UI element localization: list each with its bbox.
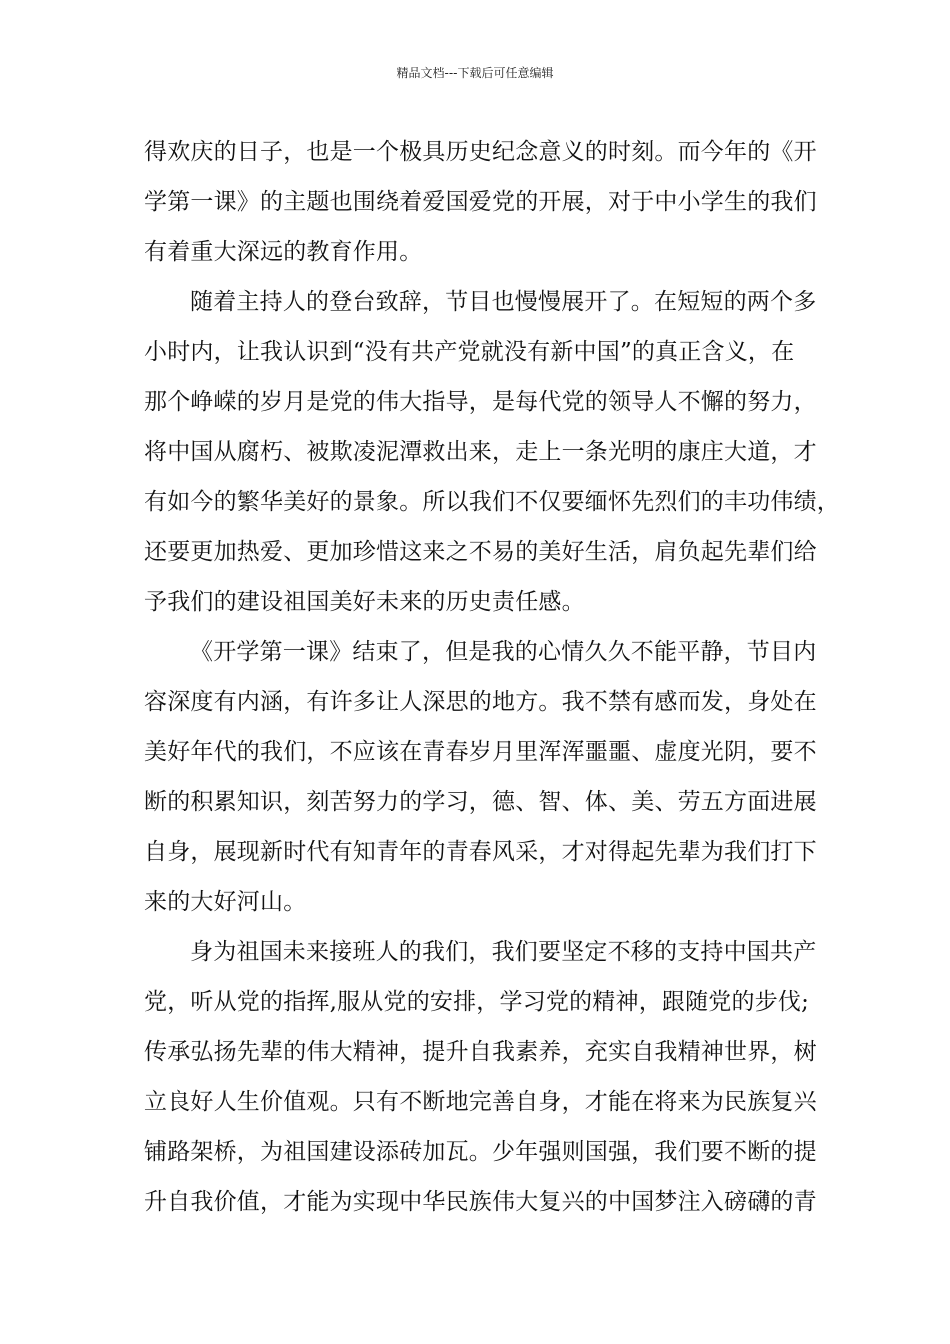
- paragraph-2: [144, 277, 840, 627]
- paragraph-line: 得欢庆的日子，也是一个极具历史纪念意义的时刻。而今年的《开: [144, 139, 817, 165]
- paragraph-line: 美好年代的我们，不应该在青春岁月里浑浑噩噩、虚度光阴，要不: [144, 739, 817, 765]
- paragraph-line: 来的大好河山。: [144, 889, 307, 915]
- paragraph-3: [144, 627, 824, 927]
- paragraph-line: 还要更加热爱、更加珍惜这来之不易的美好生活，肩负起先辈们给: [144, 539, 817, 565]
- paragraph-line: 自身，展现新时代有知青年的青春风采，才对得起先辈为我们打下: [144, 839, 817, 865]
- paragraph-line: 小时内，让我认识到“没有共产党就没有新中国”的真正含义，在: [144, 339, 795, 365]
- paragraph-1: [144, 127, 824, 277]
- paragraph-4: [144, 927, 824, 1227]
- paragraph-line: 有如今的繁华美好的景象。所以我们不仅要缅怀先烈们的丰功伟绩，: [144, 489, 840, 515]
- paragraph-line: 随着主持人的登台致辞，节目也慢慢展开了。在短短的两个多: [190, 289, 817, 315]
- paragraph-line: 将中国从腐朽、被欺凌泥潭救出来，走上一条光明的康庄大道，才: [144, 439, 817, 465]
- paragraph-line: 传承弘扬先辈的伟大精神，提升自我素养，充实自我精神世界，树: [144, 1039, 817, 1065]
- paragraph-line: 立良好人生价值观。只有不断地完善自身，才能在将来为民族复兴: [144, 1089, 817, 1115]
- paragraph-line: 予我们的建设祖国美好未来的历史责任感。: [144, 589, 585, 615]
- paragraph-line: 党，听从党的指挥,服从党的安排，学习党的精神，跟随党的步伐;: [144, 989, 810, 1015]
- paragraph-line: 学第一课》的主题也围绕着爱国爱党的开展，对于中小学生的我们: [144, 189, 817, 215]
- paragraph-line: 断的积累知识，刻苦努力的学习，德、智、体、美、劳五方面进展: [144, 789, 817, 815]
- paragraph-line: 容深度有内涵，有许多让人深思的地方。我不禁有感而发，身处在: [144, 689, 817, 715]
- paragraph-line: 有着重大深远的教育作用。: [144, 239, 423, 265]
- page-header: 精品文档---下载后可任意编辑: [396, 66, 554, 80]
- paragraph-line: 《开学第一课》结束了，但是我的心情久久不能平静，节目内: [190, 639, 817, 665]
- paragraph-line: 身为祖国未来接班人的我们，我们要坚定不移的支持中国共产: [190, 939, 817, 965]
- paragraph-line: 升自我价值，才能为实现中华民族伟大复兴的中国梦注入磅礴的青: [144, 1189, 817, 1215]
- paragraph-line: 那个峥嵘的岁月是党的伟大指导，是每代党的领导人不懈的努力，: [144, 389, 817, 415]
- paragraph-line: 铺路架桥，为祖国建设添砖加瓦。少年强则国强，我们要不断的提: [144, 1139, 817, 1165]
- document-body: [144, 127, 840, 1227]
